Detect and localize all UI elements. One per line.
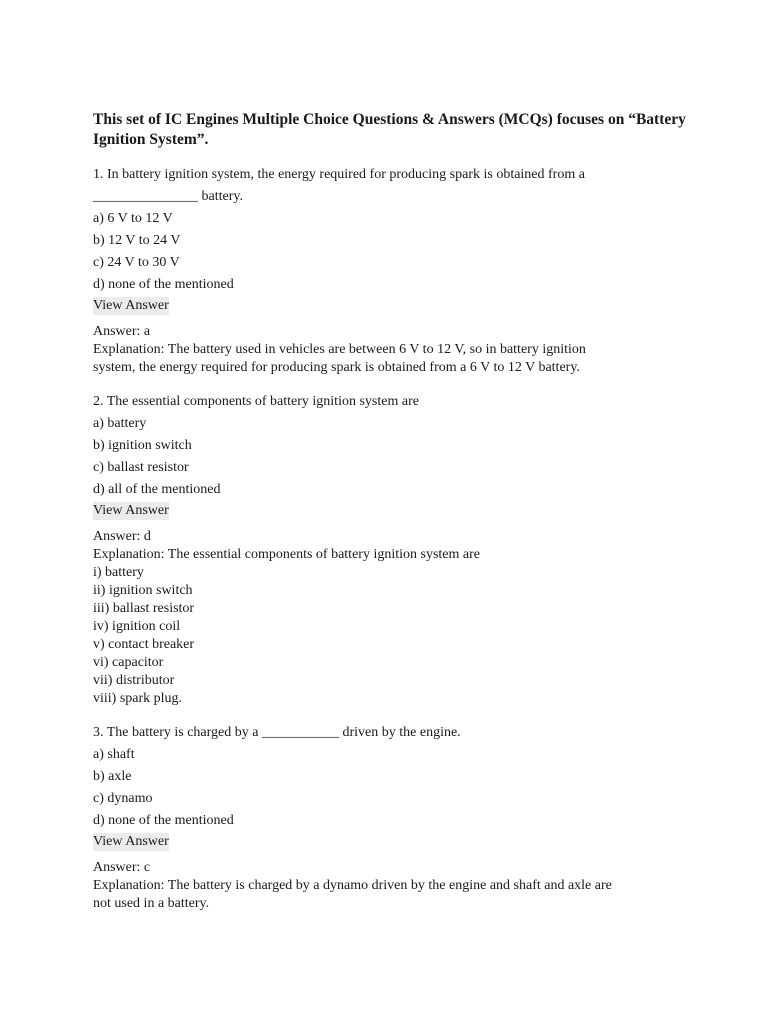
explanation-text: Explanation: The battery is charged by a dynamo driven by the engine and shaft and axle are bbox=[93, 878, 612, 893]
question-text: 1. In battery ignition system, the energy required for producing spark is obtained from a bbox=[93, 167, 585, 182]
view-answer-button[interactable]: View Answer bbox=[93, 834, 169, 849]
option-d: d) none of the mentioned bbox=[93, 277, 234, 292]
view-answer-button[interactable]: View Answer bbox=[93, 298, 169, 313]
answer-text: Answer: a bbox=[93, 324, 151, 339]
document-page bbox=[93, 110, 693, 913]
option-b: b) axle bbox=[93, 769, 132, 784]
explanation-list-item: i) battery bbox=[93, 565, 144, 580]
explanation-text: not used in a battery. bbox=[93, 896, 210, 911]
question-text: 2. The essential components of battery ignition system are bbox=[93, 394, 419, 409]
question-2 bbox=[93, 391, 693, 708]
option-a: a) shaft bbox=[93, 747, 135, 762]
view-answer-button[interactable]: View Answer bbox=[93, 503, 169, 518]
question-text-continued: _______________ battery. bbox=[93, 189, 243, 204]
answer-text: Answer: c bbox=[93, 860, 151, 875]
option-c: c) 24 V to 30 V bbox=[93, 255, 180, 270]
explanation-list-item: v) contact breaker bbox=[93, 637, 195, 652]
option-a: a) battery bbox=[93, 416, 147, 431]
explanation-text: system, the energy required for producing spark is obtained from a 6 V to 12 V battery. bbox=[93, 360, 580, 375]
option-c: c) ballast resistor bbox=[93, 460, 189, 475]
explanation-list-item: vii) distributor bbox=[93, 673, 175, 688]
question-text: 3. The battery is charged by a ___________ driven by the engine. bbox=[93, 725, 461, 740]
option-c: c) dynamo bbox=[93, 791, 153, 806]
answer-block bbox=[93, 528, 693, 708]
question-3 bbox=[93, 722, 693, 913]
option-d: d) none of the mentioned bbox=[93, 813, 234, 828]
option-a: a) 6 V to 12 V bbox=[93, 211, 173, 226]
explanation-list-item: vi) capacitor bbox=[93, 655, 164, 670]
intro-heading: This set of IC Engines Multiple Choice Questions & Answers (MCQs) focuses on “Battery Ignition System”. bbox=[93, 111, 686, 148]
option-b: b) 12 V to 24 V bbox=[93, 233, 181, 248]
explanation-list-item: ii) ignition switch bbox=[93, 583, 193, 598]
option-b: b) ignition switch bbox=[93, 438, 192, 453]
explanation-text: Explanation: The battery used in vehicles are between 6 V to 12 V, so in battery ignition bbox=[93, 342, 586, 357]
explanation-list-item: iii) ballast resistor bbox=[93, 601, 195, 616]
answer-block bbox=[93, 323, 693, 377]
answer-text: Answer: d bbox=[93, 529, 151, 544]
explanation-text: Explanation: The essential components of battery ignition system are bbox=[93, 547, 480, 562]
option-d: d) all of the mentioned bbox=[93, 482, 221, 497]
question-1 bbox=[93, 164, 693, 377]
explanation-list-item: iv) ignition coil bbox=[93, 619, 181, 634]
answer-block bbox=[93, 859, 693, 913]
explanation-list-item: viii) spark plug. bbox=[93, 691, 183, 706]
